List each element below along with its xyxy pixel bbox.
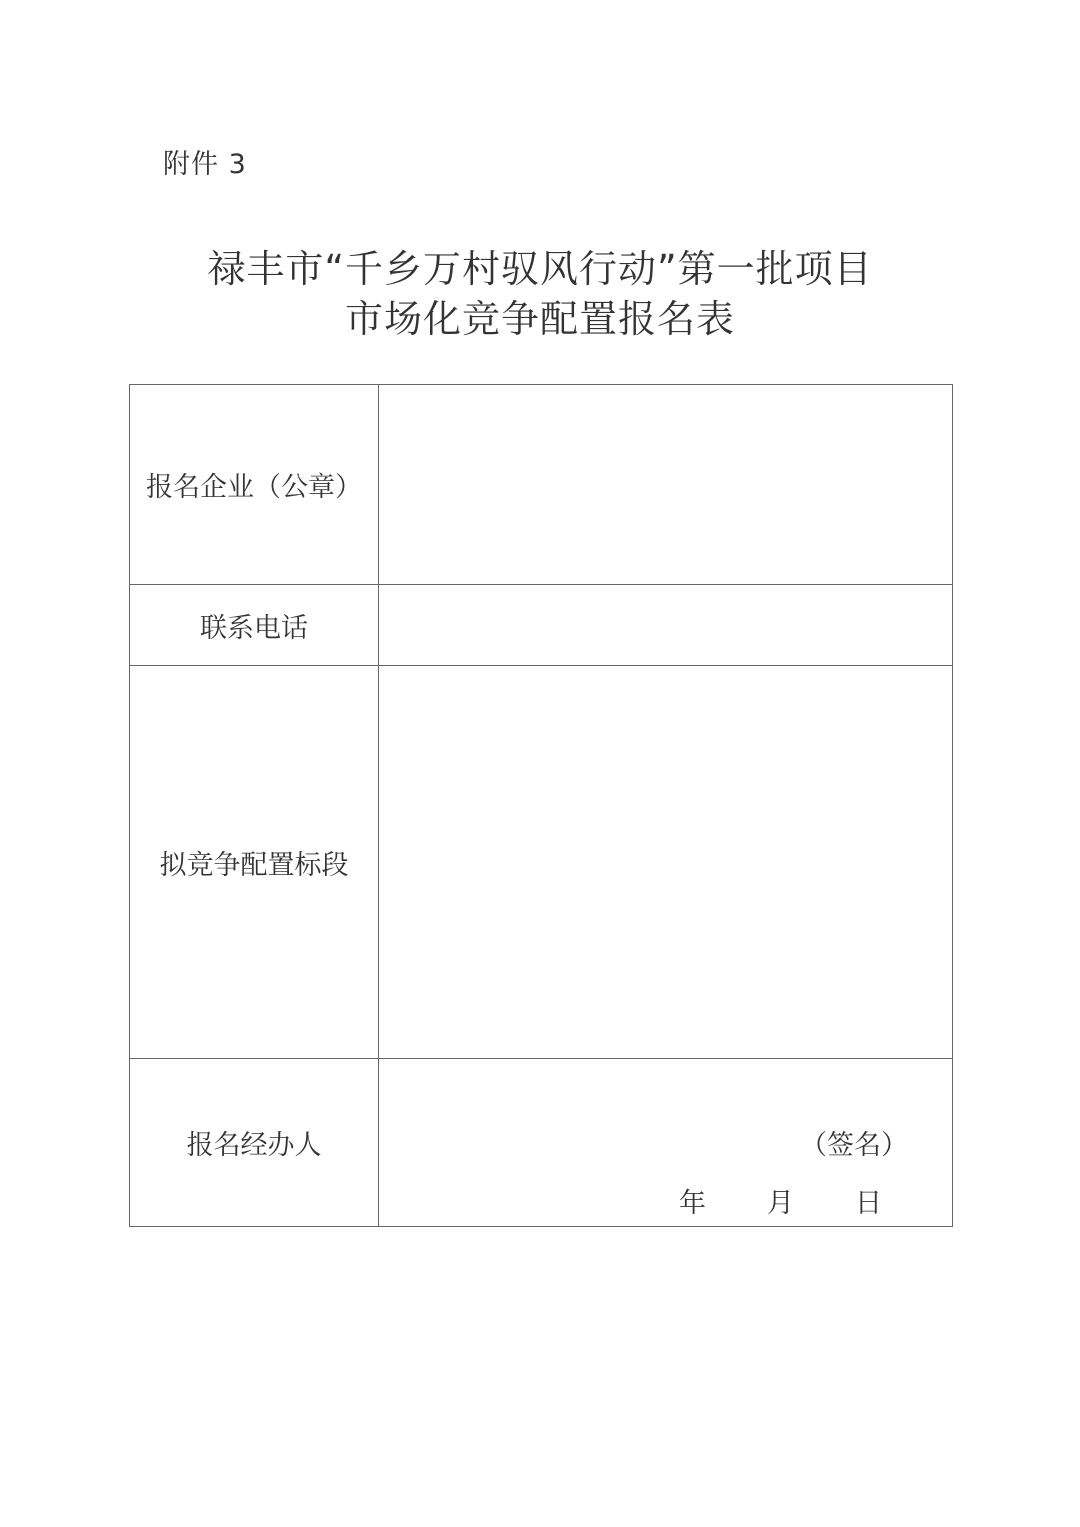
document-title-line-2: 市场化竞争配置报名表 (344, 297, 735, 341)
handler-signature-field[interactable] (379, 1059, 953, 1227)
date-day-label: 日 (855, 1188, 882, 1219)
document-title-line-1: 禄丰市“千乡万村驭风行动”第一批项目 (207, 247, 873, 291)
company-seal-label: 报名企业（公章） (130, 385, 379, 585)
bid-section-field[interactable] (379, 666, 953, 1059)
phone-field[interactable] (379, 585, 953, 666)
table-row-company (130, 385, 953, 585)
date-year-label: 年 (679, 1188, 706, 1219)
date-month-label: 月 (767, 1188, 794, 1219)
table-row-handler (130, 1059, 953, 1227)
date-line (679, 1181, 889, 1219)
attachment-label: 附件 3 (163, 149, 247, 180)
table-row-phone (130, 585, 953, 666)
phone-label: 联系电话 (130, 585, 379, 666)
signature-note: （签名） (800, 1130, 908, 1161)
handler-label: 报名经办人 (130, 1059, 379, 1227)
table-row-section (130, 666, 953, 1059)
registration-form-table (129, 384, 953, 1227)
company-seal-field[interactable] (379, 385, 953, 585)
bid-section-label: 拟竞争配置标段 (130, 666, 379, 1059)
